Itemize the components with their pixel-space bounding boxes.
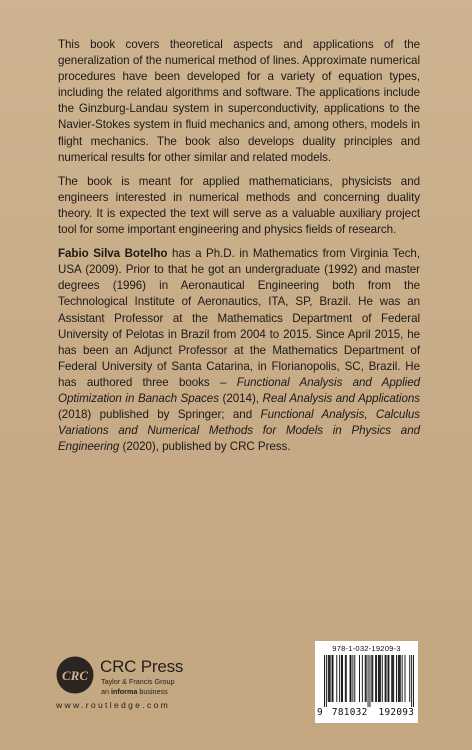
informa-prefix: an: [101, 687, 111, 696]
barcode-bar: [333, 655, 334, 702]
barcode-bar: [324, 655, 325, 707]
barcode-bar: [387, 655, 388, 702]
barcode-bar: [328, 655, 329, 702]
bio-text-1: has a Ph.D. in Mathematics from Virginia Tech, USA (2009). Prior to that he got an undergraduate (1992) and master degrees (1996) in Aeronautical Engineering both from the Technological Institute of Aeronautics, ITA, SP, Brazil. He was an Assistant Professor at the Mathematics Department of Federal University of Pelotas in Brazil from 2004 to 2015. Since April 2015, he has been an Adjunct Professor at the Mathematics Department of Federal University of Santa Catarina, in Florianopolis, SC, Brazil. He has authored three books –: [58, 247, 420, 389]
barcode-bar: [336, 655, 337, 702]
barcode-bar: [341, 655, 342, 702]
barcode-bar: [405, 655, 406, 702]
publisher-name: CRC Press: [100, 657, 184, 676]
description-text: [58, 37, 420, 463]
barcode-bar: [385, 655, 386, 702]
barcode-left-group: 781032: [331, 707, 368, 718]
crc-logo-letters: CRC: [61, 668, 89, 683]
barcode-bar: [366, 655, 367, 702]
barcode-bar: [399, 655, 400, 702]
barcode-bar: [350, 655, 351, 702]
barcode-bar: [400, 655, 401, 702]
description-paragraph-2: The book is meant for applied mathematicians, physicists and engineers interested in numerical methods and concerning duality theory. It is expected the text will serve as a valuable auxiliary project tool for some important engineering and physics fields of research.: [58, 174, 420, 237]
author-name: Fabio Silva Botelho: [58, 247, 168, 261]
barcode-bar: [388, 655, 389, 702]
barcode-bar: [402, 655, 403, 702]
barcode-digits: [317, 707, 416, 718]
barcode-bar: [326, 655, 327, 707]
barcode-bar: [391, 655, 392, 702]
barcode-bar: [379, 655, 380, 702]
barcode-bar: [376, 655, 377, 702]
barcode-bar: [398, 655, 399, 702]
barcode-bar: [345, 655, 346, 702]
isbn-barcode: [315, 641, 418, 723]
publisher-group: Taylor & Francis Group: [101, 677, 175, 686]
barcode-bar: [380, 655, 381, 702]
informa-word: informa: [111, 687, 138, 696]
author-bio: [58, 246, 420, 455]
isbn-number: 978-1-032-19209-3: [332, 644, 401, 653]
barcode-bar: [372, 655, 373, 702]
barcode-right-group: 192093: [378, 707, 415, 718]
informa-suffix: business: [137, 687, 168, 696]
barcode-bar: [362, 655, 363, 702]
barcode-bar: [368, 655, 369, 707]
barcode-bar: [392, 655, 393, 702]
barcode-bar: [413, 655, 414, 707]
barcode-bar: [329, 655, 330, 702]
bio-text-3: (2018) published by Springer; and: [58, 408, 261, 422]
barcode-bar: [411, 655, 412, 707]
book-title-2: Real Analysis and Applications: [262, 391, 421, 405]
barcode-bar: [409, 655, 410, 702]
description-paragraph-1: This book covers theoretical aspects and applications of the generalization of the numerical method of lines. Approximate numerical procedures have been developed for a variety of equation types, including the related algorithms and software. The applications include the Ginzburg-Landau system in superconductivity, applications to the Navier-Stokes system in fluid mechanics and, among others, models in flight mechanics. The book also develops duality principles and numerical results for other similar and related models.: [58, 38, 420, 164]
barcode-bar: [378, 655, 379, 702]
bio-text-4: (2020), published by CRC Press.: [119, 440, 291, 454]
bio-text-2: (2014),: [218, 391, 263, 405]
barcode-bar: [330, 655, 331, 702]
barcode-bar: [382, 655, 383, 702]
barcode-bar: [346, 655, 347, 702]
barcode-bar: [371, 655, 372, 702]
barcode-bar: [332, 655, 333, 702]
barcode-bar: [354, 655, 355, 702]
barcode-bar: [352, 655, 353, 702]
barcode-bar: [339, 655, 340, 702]
book-title-3: Functional Analysis, Calculus Variations and Numerical Methods for Models in Physics and Engineering: [58, 408, 420, 454]
barcode-bar: [369, 655, 370, 707]
barcode-bar: [342, 655, 343, 702]
barcode-bar: [393, 655, 394, 702]
barcode-bar: [365, 655, 366, 702]
barcode-bar: [351, 655, 352, 702]
barcode-bar: [386, 655, 387, 702]
informa-business: [101, 687, 168, 696]
barcode-bar: [359, 655, 360, 702]
crc-logo-icon: [56, 656, 94, 694]
barcode-first-digit: 9: [317, 707, 323, 718]
publisher-website: www.routledge.com: [56, 700, 171, 710]
barcode-bars: [324, 655, 414, 707]
book-title-1: Functional Analysis and Applied Optimization in Banach Spaces: [58, 375, 421, 405]
barcode-bar: [375, 655, 376, 702]
barcode-bar: [396, 655, 397, 702]
